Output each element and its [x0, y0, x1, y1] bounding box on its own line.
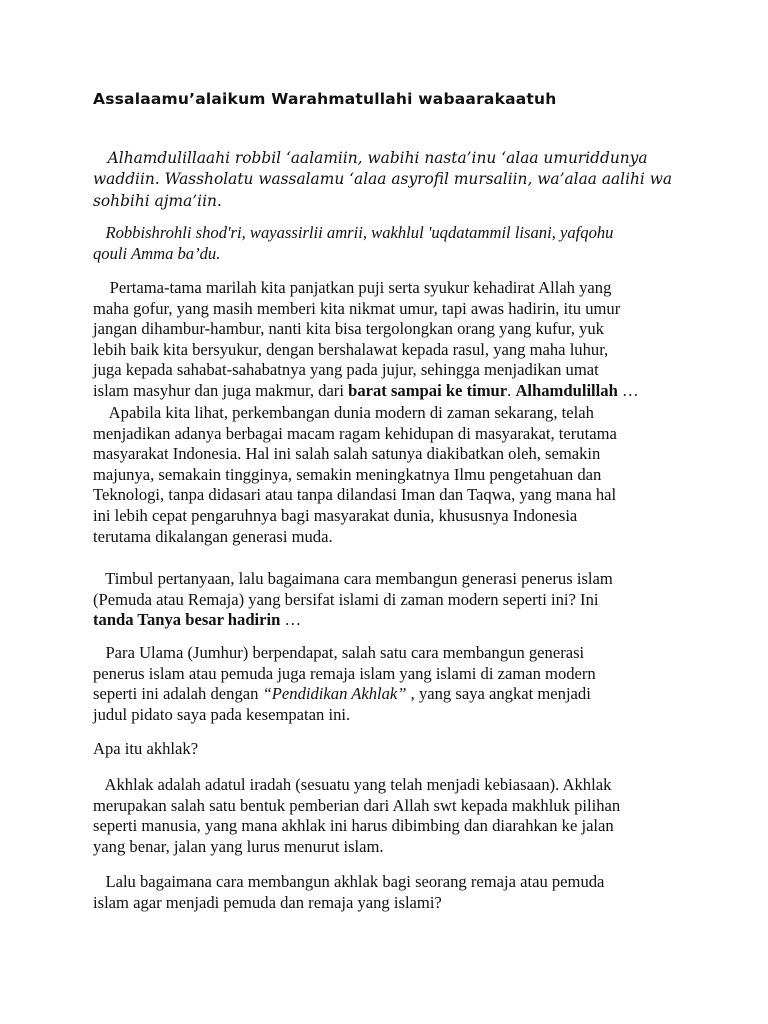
text-run: …: [280, 610, 302, 630]
paragraph-closing-question: [93, 872, 683, 913]
opening-line: sohbihi ajma’iin.: [93, 191, 222, 210]
paragraph-line: [93, 610, 683, 631]
paragraph-line: menjadikan adanya berbagai macam ragam kehidupan di masyarakat, terutama: [93, 423, 617, 443]
paragraph-modern-world: [93, 403, 683, 547]
paragraph-line: Timbul pertanyaan, lalu bagaimana cara membangun generasi penerus islam: [93, 569, 613, 588]
italic-phrase: “Pendidikan Akhlak”: [262, 684, 407, 704]
paragraph-akhlak-definition: [93, 775, 683, 857]
paragraph-line: (Pemuda atau Remaja) yang bersifat islami di zaman modern seperti ini? Ini: [93, 589, 599, 609]
paragraph-line: yang benar, jalan yang lurus menurut islam.: [93, 836, 384, 856]
bold-phrase: Alhamdulillah: [515, 380, 618, 400]
text-run: , yang saya angkat menjadi: [406, 684, 591, 704]
bold-phrase: tanda Tanya besar hadirin: [93, 610, 281, 630]
paragraph-line: merupakan salah satu bentuk pemberian dari Allah swt kepada makhluk pilihan: [93, 795, 621, 815]
paragraph-line: judul pidato saya pada kesempatan ini.: [93, 704, 351, 724]
paragraph-line: terutama dikalangan generasi muda.: [93, 526, 333, 546]
paragraph-line: seperti manusia, yang mana akhlak ini harus dibimbing dan diarahkan ke jalan: [93, 816, 614, 836]
text-run: islam masyhur dan juga makmur, dari: [93, 380, 349, 400]
paragraph-line: Akhlak adalah adatul iradah (sesuatu yang telah menjadi kebiasaan). Akhlak: [93, 775, 612, 794]
opening-line: waddiin. Wassholatu wassalamu ‘alaa asyrofil mursaliin, wa’alaa aalihi wa: [93, 170, 673, 189]
paragraph-line: [93, 684, 683, 705]
paragraph-line: maha gofur, yang masih memberi kita nikmat umur, tapi awas hadirin, itu umur: [93, 298, 621, 318]
paragraph-line: Lalu bagaimana cara membangun akhlak bagi seorang remaja atau pemuda: [93, 872, 605, 891]
text-run: .: [507, 380, 516, 400]
doa-paragraph: [93, 223, 683, 264]
paragraph-line: majunya, semakain tingginya, semakin meningkatnya Ilmu pengetahuan dan: [93, 464, 602, 484]
text-run: seperti ini adalah dengan: [93, 684, 263, 704]
question-akhlak: Apa itu akhlak?: [93, 739, 199, 758]
greeting-heading: Assalaamu’alaikum Warahmatullahi wabaarakaatuh: [93, 90, 557, 108]
doa-line: qouli Amma ba’du.: [93, 243, 221, 263]
doa-line: Robbishrohli shod'ri, wayassirlii amrii, wakhlul 'uqdatammil lisani, yafqohu: [93, 223, 614, 242]
paragraph-ulama: [93, 643, 683, 725]
paragraph-line: lebih baik kita bersyukur, dengan bershalawat kepada rasul, yang maha luhur,: [93, 339, 609, 359]
paragraph-line: Para Ulama (Jumhur) berpendapat, salah satu cara membangun generasi: [93, 643, 585, 662]
paragraph-line: masyarakat Indonesia. Hal ini salah salah satunya diakibatkan oleh, semakin: [93, 444, 601, 464]
paragraph-line: [93, 381, 683, 402]
opening-paragraph: [93, 148, 683, 212]
paragraph-line: juga kepada sahabat-sahabatnya yang pada jujur, sehingga menjadikan umat: [93, 360, 599, 380]
paragraph-line: Teknologi, tanpa didasari atau tanpa dilandasi Iman dan Taqwa, yang mana hal: [93, 485, 617, 505]
bold-phrase: barat sampai ke timur: [348, 380, 508, 400]
paragraph-line: Apabila kita lihat, perkembangan dunia modern di zaman sekarang, telah: [93, 403, 594, 422]
paragraph-line: islam agar menjadi pemuda dan remaja yang islami?: [93, 892, 442, 912]
opening-line: Alhamdulillaahi robbil ‘aalamiin, wabihi nasta’inu ‘alaa umuriddunya: [93, 149, 648, 167]
paragraph-line: ini lebih cepat pengaruhnya bagi masyarakat dunia, khususnya Indonesia: [93, 505, 578, 525]
paragraph-praise: [93, 278, 683, 402]
paragraph-line: Pertama-tama marilah kita panjatkan puji serta syukur kehadirat Allah yang: [93, 278, 612, 297]
text-run: …: [617, 380, 639, 400]
paragraph-line: jangan dihambur-hambur, nanti kita bisa tergolongkan orang yang kufur, yuk: [93, 319, 604, 339]
paragraph-line: penerus islam atau pemuda juga remaja islam yang islami di zaman modern: [93, 663, 596, 683]
paragraph-question: [93, 569, 683, 631]
